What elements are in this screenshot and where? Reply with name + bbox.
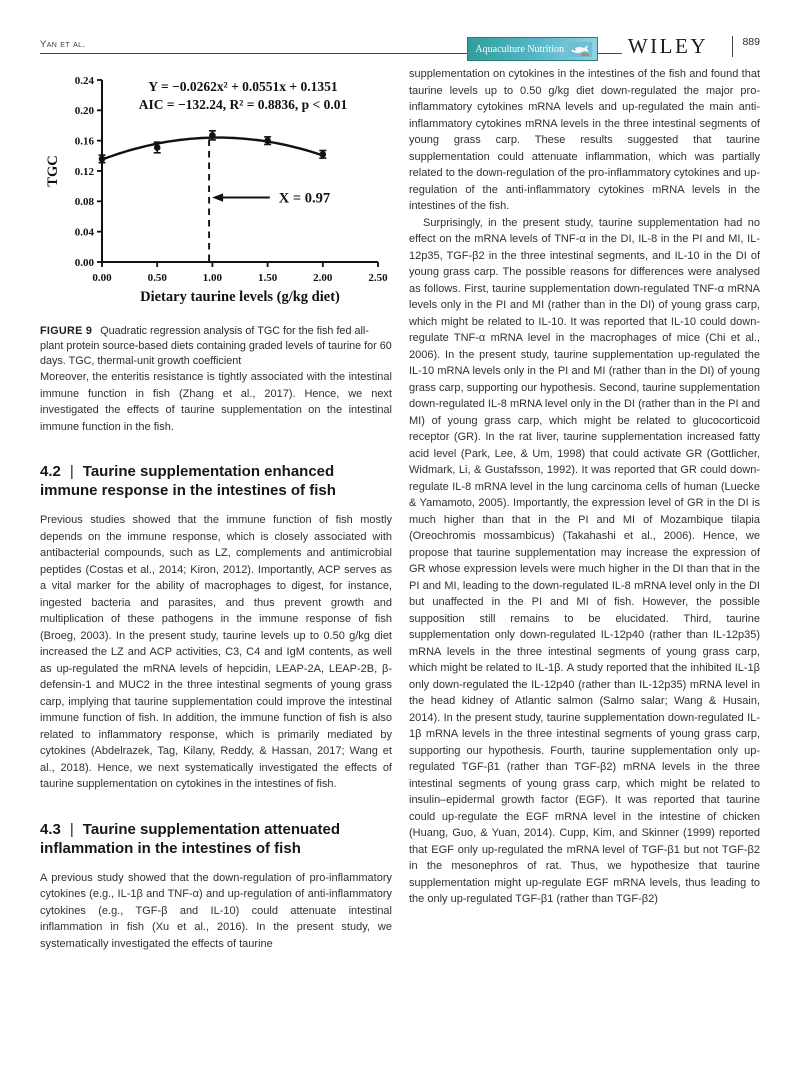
paragraph: supplementation on cytokines in the intestines of the fish and found that taurine levels up to 0.50 g/kg diet down-regulated the major pro-inflammatory cytokines mRNA levels and up-regulated the main anti-inflammatory cytokines mRNA levels in the three intestinal segments of young grass carp. These results suggested that taurine supplementation could attenuate inflammation, which was partially related to the down-regulation of the pro-inflammatory cytokines and up-regulation of the anti-inflammatory cytokines mRNA levels in the intestines of the fish.: [409, 68, 760, 212]
svg-text:0.00: 0.00: [74, 256, 94, 269]
section-number: 4.2: [40, 463, 61, 480]
svg-text:2.50: 2.50: [368, 272, 388, 284]
svg-text:2.00: 2.00: [313, 272, 333, 284]
svg-text:0.24: 0.24: [74, 74, 94, 87]
svg-text:X = 0.97: X = 0.97: [278, 190, 331, 207]
section-heading-4-3: [40, 820, 392, 858]
svg-text:0.08: 0.08: [74, 196, 94, 209]
paragraph: Moreover, the enteritis resistance is tightly associated with the intestinal immune function in fish (Zhang et al., 2017). Hence, we next investigated the effects of taurine supplementation on the intestinal immune function in the fish.: [40, 371, 392, 433]
page-content: [40, 66, 760, 952]
right-column: [409, 66, 760, 952]
figure-caption-text: Quadratic regression analysis of TGC for the fish fed all-plant protein source-based diets containing graded levels of taurine for 60 days. TGC, thermal-unit growth coefficient: [40, 325, 392, 367]
svg-text:0.20: 0.20: [74, 105, 94, 118]
figure-caption-label: FIGURE 9: [40, 325, 93, 337]
page-number: 889: [732, 36, 760, 57]
journal-badge: [467, 37, 598, 61]
svg-text:0.04: 0.04: [74, 226, 94, 239]
section-title: Taurine supplementation enhanced immune response in the intestines of fish: [40, 463, 336, 499]
header-authors: Yan et al.: [40, 39, 86, 50]
figure-9-caption: [40, 324, 392, 369]
svg-text:1.50: 1.50: [257, 272, 278, 284]
svg-text:Dietary taurine levels (g/kg d: Dietary taurine levels (g/kg diet): [140, 289, 340, 305]
section-heading-4-2: [40, 462, 392, 500]
journal-badge-label: Aquaculture Nutrition: [475, 43, 564, 55]
svg-text:0.50: 0.50: [147, 272, 167, 284]
paragraph: A previous study showed that the down-regulation of pro-inflammatory cytokines (e.g., IL-1β and TNF-α) and up-regulation of anti-inflammatory cytokines (e.g., TGF-β and IL-10) could attenuate intestinal inflammation in fish (Xu et al., 2016). In the present study, we systematically investigated the effects of taurine: [40, 871, 392, 950]
section-divider: |: [69, 820, 74, 838]
section-title: Taurine supplementation attenuated inflammation in the intestines of fish: [40, 820, 341, 857]
header-rule: [40, 53, 714, 54]
paragraph: Surprisingly, in the present study, taurine supplementation had no effect on the mRNA levels of TNF-α in the DI, IL-8 in the PI and MI, IL-12p35, TGF-β2 in the three intestinal segments, and IL-10 in the DI of young grass carp. The possible reasons for differences were analysed as follows. First, taurine supplementation down-regulated TNF-α mRNA levels only in the PI and MI (rather than in the DI) of young grass carp, which might be related to IL-10. It was reported that IL-10 could down-regulate TNF-α mRNA level in the macrophages of mice (Chi et al., 2006). In the present study, taurine supplementation up-regulated the IL-10 mRNA levels only in the PI and MI (rather than in the DI) of young grass carp, supporting our hypothesis. Second, taurine supplementation down-regulated IL-8 mRNA level only in the DI (rather than in the PI and MI) of young grass carp, which might be related to glucocorticoid receptor (GR). In the rat liver, taurine supplementation increased fatty acid level (Park, Lee, & Um, 1998) that could activate GR (Gottlicher, Widmark, Li, & Gustafsson, 1992). It was reported that GR could down-regulate IL-8 mRNA level in the lung carcinoma cells of human (Luecke & Yamamoto, 2005). Importantly, the expression level of GR in the DI is much higher than that in the PI and MI of Mozambique tilapia (Oreochromis mossambicus) (Takahashi et al., 2006). Hence, we propose that taurine supplementation may increase the expression of GR whose expression levels were much higher in the DI than that in the PI and MI, leading to the down-regulated IL-8 mRNA level only in the DI but unaffected in the PI and MI of fish. However, the possible supposition still remains to be elucidated. Third, taurine supplementation only down-regulated IL-12p40 (rather than IL-12p35) mRNA levels in the three intestinal segments of young grass carp, which might be related to IL-1β. A study reported that the inhibited IL-1β only down-regulated the IL-12p40 (rather than IL-12p35) mRNA level in the head kidney of Atlantic salmon (Salmo salar; Wang & Husain, 2014). In the present study, taurine supplementation down-regulated IL-1β mRNA levels in the three intestinal segments of young grass carp, supporting our hypothesis. Fourth, taurine supplementation only up-regulated TGF-β1 (rather than TGF-β2) mRNA levels in the three intestinal segments of young grass carp, which might be related to insulin–epidermal growth factor (EGF). It was reported that taurine could up-regulate the EGF mRNA level in the intestine of chicken (Huang, Guo, & Yuan, 2014). Cupp, Kim, and Skinner (1999) reported that EGF only up-regulated the mRNA level of TGF-β1 but not TGF-β2 in the mesonephros of rat. Thus, we hypothesize that taurine supplementation might up-regulate EGF mRNA levels, thus leading to the only up-regulated TGF-β1 (rather than TGF-β2): [409, 216, 760, 905]
svg-text:0.12: 0.12: [74, 165, 94, 178]
svg-text:TGC: TGC: [45, 155, 61, 187]
page-header: [40, 24, 760, 62]
svg-text:1.00: 1.00: [202, 272, 223, 284]
svg-text:0.16: 0.16: [74, 135, 94, 148]
svg-text:Y = −0.0262x² + 0.0551x + 0.13: Y = −0.0262x² + 0.0551x + 0.1351: [148, 79, 338, 94]
section-number: 4.3: [40, 820, 61, 838]
svg-text:0.00: 0.00: [92, 272, 112, 284]
section-divider: |: [69, 463, 74, 480]
figure-9: [40, 66, 392, 316]
wiley-logo: WILEY: [622, 34, 714, 59]
svg-text:AIC = −132.24, R² = 0.8836, p: AIC = −132.24, R² = 0.8836, p < 0.01: [138, 97, 348, 112]
fish-logo-icon: [568, 42, 592, 57]
figure-9-chart: [40, 66, 390, 316]
left-column: [40, 66, 392, 952]
paragraph: Previous studies showed that the immune function of fish mostly depends on the immune response, which is closely associated with antibacterial compounds, such as LZ, complements and antimicrobial peptides (Costas et al., 2014; Kiron, 2012). Importantly, ACP serves as a vital marker for the ability of macrophages to digest, for instance, ingested bacteria and parasites, and thus prevent growth and multiplication of these pathogens in the immune response of fish (Broeg, 2003). In the present study, taurine levels up to 0.50 g/kg diet increased the LZ and ACP activities, C3, C4 and IgM contents, as well as up-regulated the mRNA levels of hepcidin, LEAP-2A, LEAP-2B, β-defensin-1 and MUC2 in the three intestinal segments of young grass carp, implying that taurine supplementation could improve the intestinal immune function of fish. In addition, the immune function of fish is also related to inflammatory response, which is primarily mediated by cytokines (Abdelrazek, Tag, Kilany, Reddy, & Hassan, 2017; Wang et al., 2018). Hence, we next systematically investigated the effects of taurine supplementation on cytokines in the intestines of fish.: [40, 514, 392, 790]
